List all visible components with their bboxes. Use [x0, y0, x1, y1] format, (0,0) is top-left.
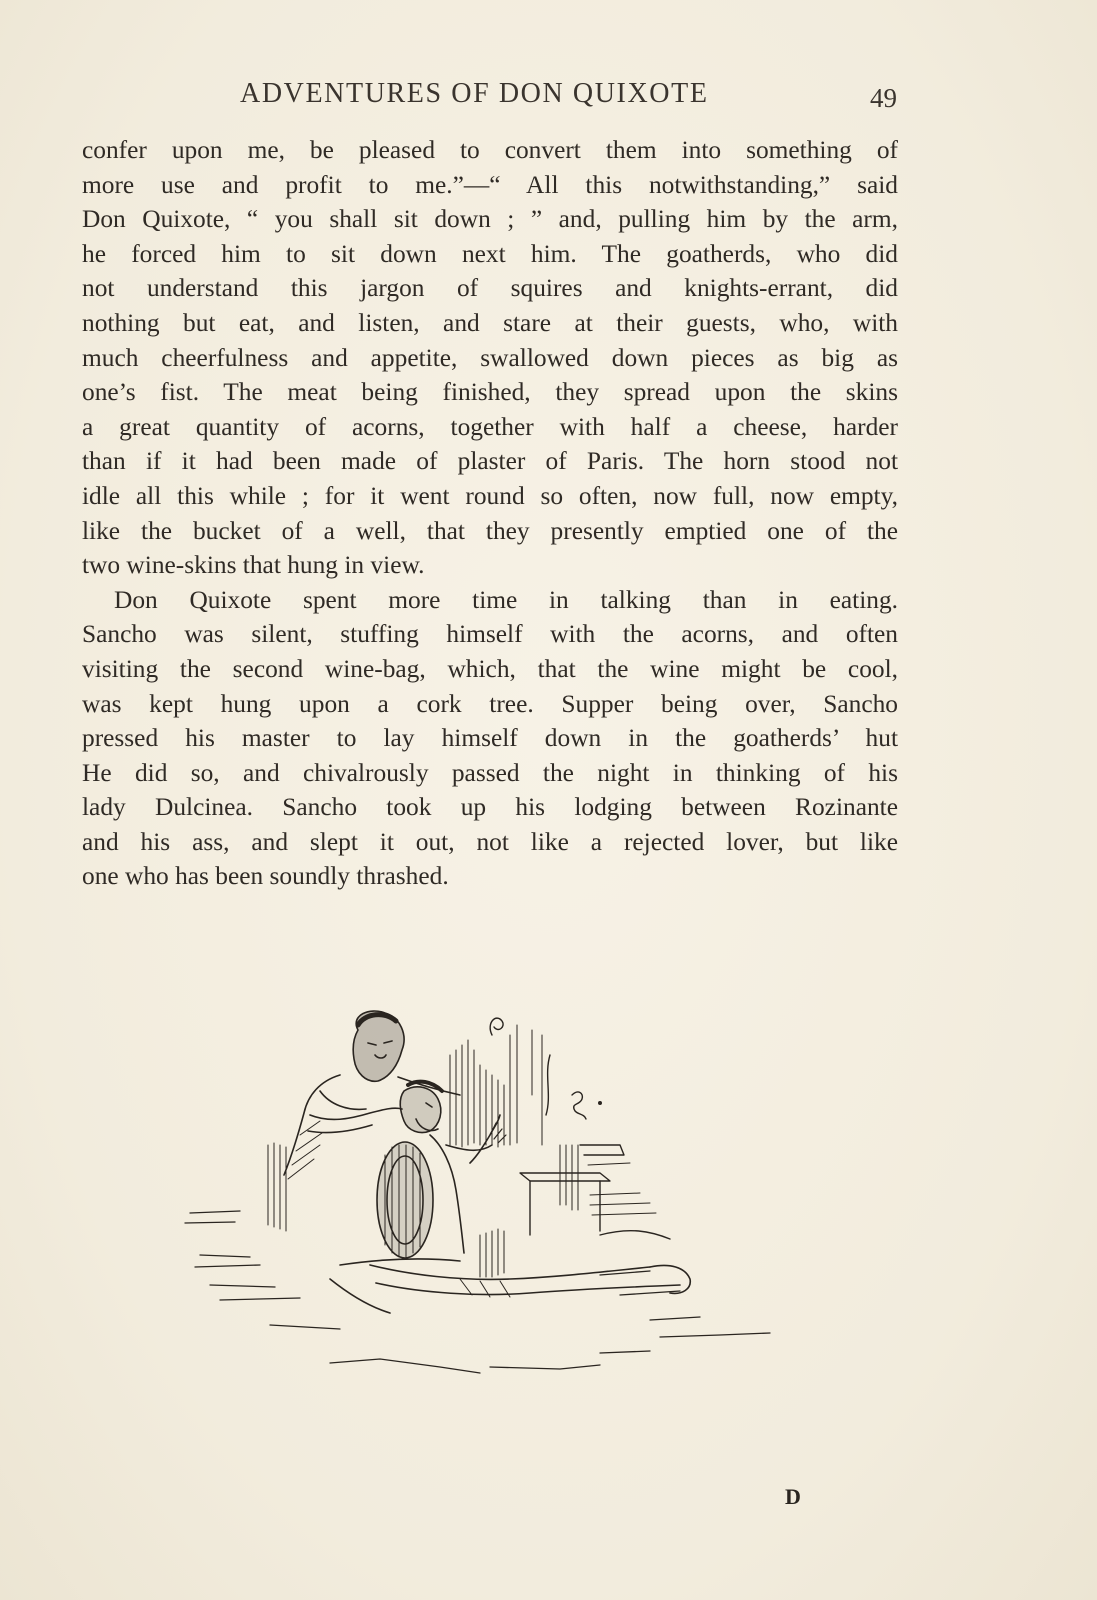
- text-line: nothing but eat, and listen, and stare at their guests, who, with: [82, 308, 898, 337]
- text-line: than if it had been made of plaster of Paris. The horn stood not: [82, 447, 898, 476]
- engraving-illustration: [180, 995, 780, 1395]
- text-line: not understand this jargon of squires and knights-errant, did: [82, 274, 898, 303]
- text-line: much cheerfulness and appetite, swallowed down pieces as big as: [82, 343, 898, 372]
- text-line: a great quantity of acorns, together with half a cheese, harder: [82, 412, 898, 441]
- text-line: was kept hung upon a cork tree. Supper being over, Sancho: [82, 689, 898, 718]
- page-number: 49: [870, 83, 897, 113]
- text-line: more use and profit to me.”—“ All this notwithstanding,” said: [82, 170, 898, 199]
- printer-signature: D: [785, 1484, 801, 1509]
- text-line: Don Quixote, “ you shall sit down ; ” and, pulling him by the arm,: [82, 205, 898, 234]
- running-title: ADVENTURES OF DON QUIXOTE: [240, 78, 709, 109]
- text-line: two wine-skins that hung in view.: [82, 551, 425, 580]
- text-line: visiting the second wine-bag, which, that the wine might be cool,: [82, 654, 898, 683]
- bench: [520, 1145, 670, 1239]
- text-line: Don Quixote spent more time in talking than in eating.: [114, 585, 898, 614]
- paragraph-1: [82, 133, 898, 583]
- running-head: [0, 78, 1097, 113]
- steam-curls: [490, 1018, 586, 1119]
- text-line: and his ass, and slept it out, not like a rejected lover, but like: [82, 827, 898, 856]
- text-line: he forced him to sit down next him. The goatherds, who did: [82, 239, 898, 268]
- body-text: [82, 133, 898, 894]
- text-line: He did so, and chivalrously passed the night in thinking of his: [82, 758, 898, 787]
- text-line: like the bucket of a well, that they presently emptied one of the: [82, 516, 898, 545]
- paragraph-2: [82, 583, 898, 894]
- text-line: pressed his master to lay himself down in the goatherds’ hut: [82, 724, 898, 753]
- text-line: confer upon me, be pleased to convert them into something of: [82, 136, 898, 164]
- text-line: idle all this while ; for it went round so often, now full, now empty,: [82, 481, 898, 510]
- text-line: lady Dulcinea. Sancho took up his lodging between Rozinante: [82, 793, 898, 822]
- text-line: one’s fist. The meat being finished, they spread upon the skins: [82, 378, 898, 407]
- text-line: one who has been soundly thrashed.: [82, 862, 449, 891]
- text-line: Sancho was silent, stuffing himself with the acorns, and often: [82, 620, 898, 649]
